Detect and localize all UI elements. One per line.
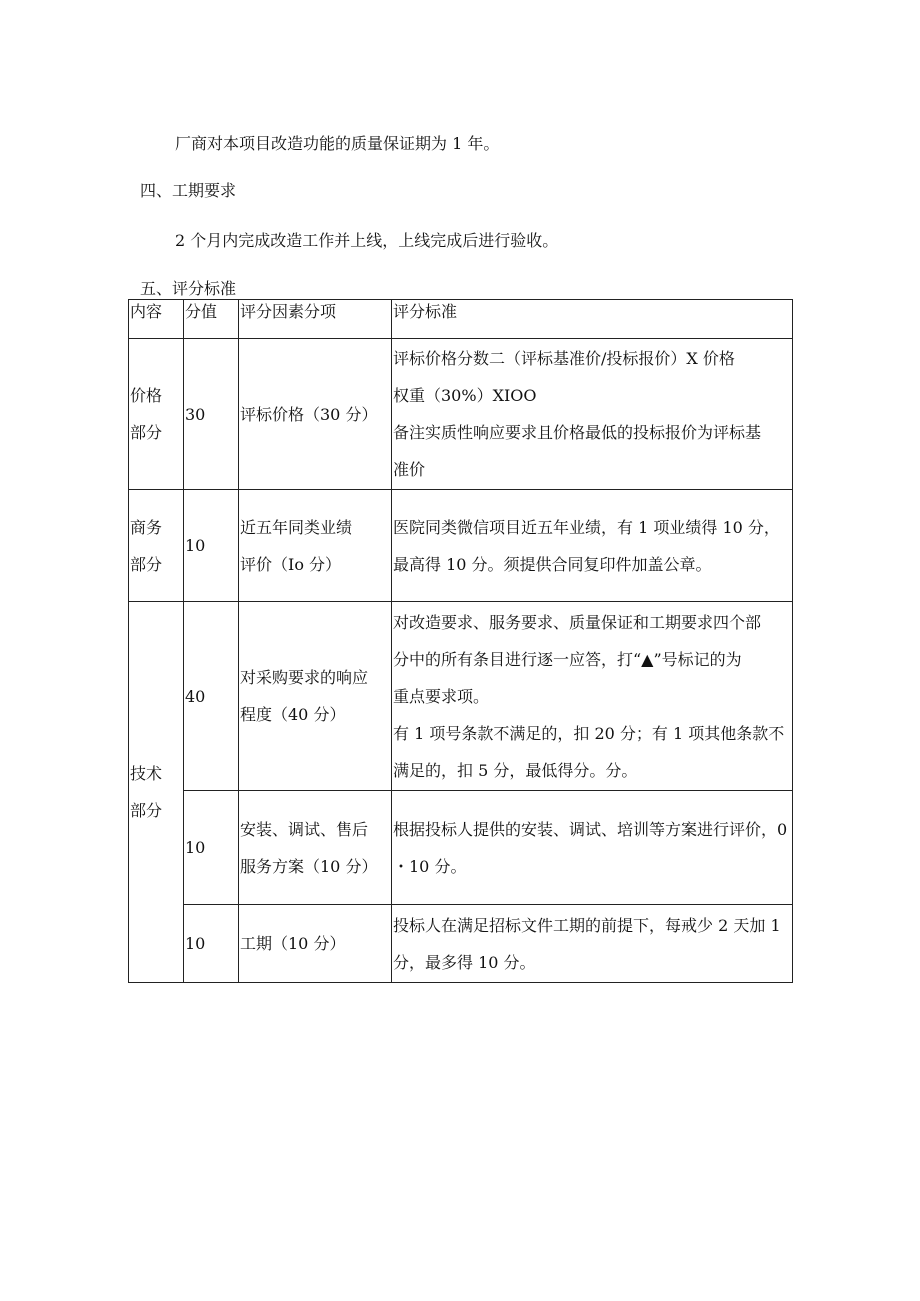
factor-cell [239,905,392,983]
table-row [129,339,793,490]
factor-line: 安装、调试、售后 [240,819,369,839]
category-line: 部分 [130,423,163,442]
factor-line: 工期（10 分） [240,934,346,953]
category-cell [129,602,184,983]
header-factor: 评分因素分项 [239,300,392,339]
criteria-cell [392,905,793,983]
criteria-cell [392,339,793,490]
score-cell: 40 [184,602,239,791]
criteria-line: 权重（30%）XIOO [393,386,537,405]
scoring-table [128,299,793,983]
table-header-row [129,300,793,339]
factor-cell [239,602,392,791]
criteria-cell [392,602,793,791]
section-heading-scoring: 五、评分标准 [140,279,237,298]
header-criteria: 评分标准 [392,300,793,339]
factor-line: 近五年同类业绩 [240,517,353,537]
table-row [129,905,793,983]
category-line: 部分 [130,554,163,574]
table-row [129,490,793,602]
criteria-line: 重点要求项。 [393,686,490,706]
criteria-line: 最高得 10 分。须提供合同复印件加盖公章。 [393,554,712,574]
factor-line: 评标价格（30 分） [240,404,378,424]
criteria-line: 医院同类微信项目近五年业绩，有 1 项业绩得 10 分， [393,517,780,537]
warranty-paragraph: 厂商对本项目改造功能的质量保证期为 1 年。 [175,134,500,153]
criteria-line: 满足的，扣 5 分，最低得分。分。 [393,760,638,780]
table-row [129,791,793,905]
category-cell [129,490,184,602]
criteria-line: 根据投标人提供的安装、调试、培训等方案进行评价，0 [393,819,788,839]
factor-cell [239,339,392,490]
criteria-line: 对改造要求、服务要求、质量保证和工期要求四个部 [393,612,762,632]
factor-line: 程度（40 分） [240,705,346,724]
factor-cell [239,490,392,602]
factor-line: 服务方案（10 分） [240,856,378,876]
score-cell: 10 [184,905,239,983]
category-cell [129,339,184,490]
criteria-line: 分，最多得 10 分。 [393,952,536,972]
factor-line: 对采购要求的响应 [240,668,369,687]
schedule-paragraph: 2 个月内完成改造工作并上线，上线完成后进行验收。 [175,231,559,250]
category-line: 商务 [130,517,163,537]
criteria-line: ・10 分。 [393,856,467,876]
section-heading-schedule: 四、工期要求 [140,181,237,200]
factor-cell [239,791,392,905]
score-cell: 10 [184,791,239,905]
criteria-line: 备注实质性响应要求且价格最低的投标报价为评标基 [393,423,762,442]
criteria-line: 有 1 项号条款不满足的，扣 20 分；有 1 项其他条款不 [393,723,785,743]
criteria-cell [392,791,793,905]
category-line: 部分 [130,801,163,820]
score-cell: 30 [184,339,239,490]
table-row [129,602,793,791]
header-content: 内容 [129,300,184,339]
category-line: 技术 [130,764,163,783]
score-cell: 10 [184,490,239,602]
header-score: 分值 [184,300,239,339]
criteria-line: 准价 [393,460,426,479]
criteria-line: 投标人在满足招标文件工期的前提下，每戒少 2 天加 1 [393,915,781,935]
criteria-line: 评标价格分数二（评标基准价/投标报价）X 价格 [393,349,735,368]
factor-line: 评价（Io 分） [240,554,342,574]
category-line: 价格 [130,386,163,405]
criteria-cell [392,490,793,602]
criteria-line: 分中的所有条目进行逐一应答，打“▲”号标记的为 [393,649,742,669]
